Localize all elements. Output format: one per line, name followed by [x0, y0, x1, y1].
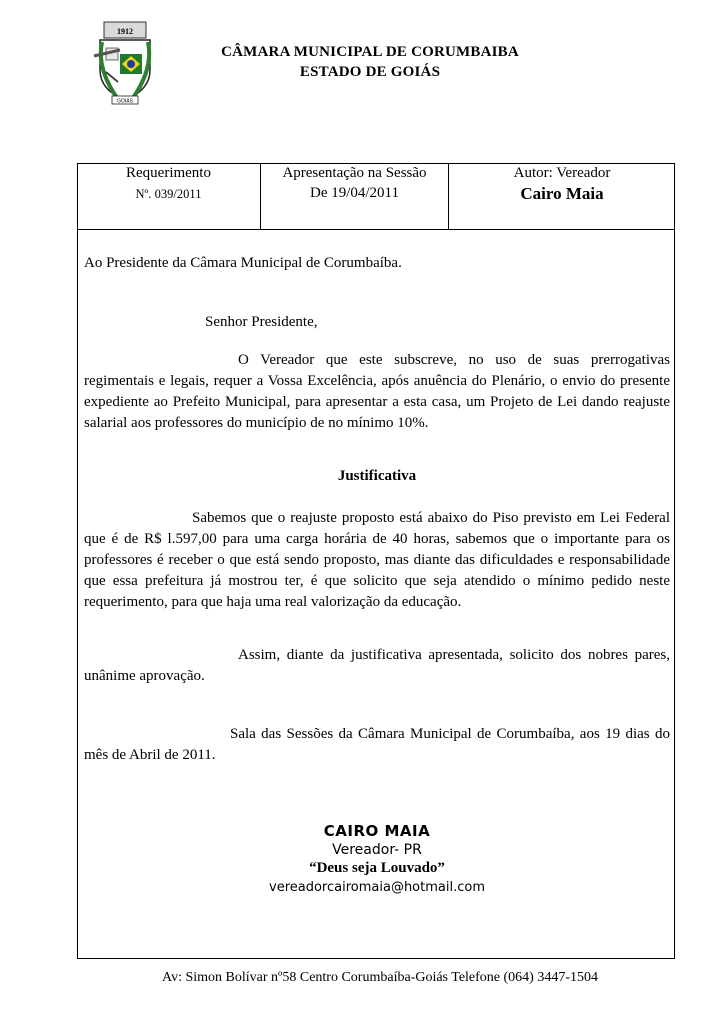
paragraph-approval-text: Assim, diante da justificativa apresentada, solicito dos nobres pares, unânime aprovação.	[84, 647, 670, 684]
session-cell	[261, 163, 449, 229]
justification-title: Justificativa	[337, 468, 417, 484]
signer-email: vereadorcairomaia@hotmail.com	[269, 880, 485, 895]
author-label: Autor: Vereador	[513, 165, 611, 181]
footer-address: Av: Simon Bolívar nº58 Centro Corumbaíba-Goiás Telefone (064) 3447-1504	[162, 970, 598, 985]
paragraph-request-text: O Vereador que este subscreve, no uso de suas prerrogativas regimentais e legais, requer a Vossa Excelência, após anuência do Plenário, o envio do presente expediente ao Prefeito Municipal, para apresentar a esta casa, um Projeto de Lei dando reajuste salarial aos professores do município de no mínimo 10%.	[84, 352, 670, 431]
signer-name: CAIRO MAIA	[323, 822, 431, 840]
addressee: Ao Presidente da Câmara Municipal de Corumbaíba.	[84, 255, 402, 271]
doc-number: Nº. 039/2011	[135, 187, 202, 201]
crest-label: GOIÁS	[117, 98, 133, 105]
paragraph-justification-text: Sabemos que o reajuste proposto está abaixo do Piso previsto em Lei Federal que é de R$ l.597,00 para uma carga horária de 40 horas, sabemos que o importante para os professores é receber o que está sendo proposto, mas diante das dificuldades e responsabilidade que essa prefeitura já mostrou ter, é que solicito que seja atendido o mínimo pedido neste requerimento, para que haja uma real valorização da educação.	[84, 510, 670, 610]
doc-type: Requerimento	[126, 165, 211, 181]
chamber-name: CÂMARA MUNICIPAL DE CORUMBAIBA	[221, 44, 519, 60]
municipal-crest-logo	[90, 20, 160, 108]
doc-type-cell	[77, 163, 261, 229]
paragraph-closing-text: Sala das Sessões da Câmara Municipal de Corumbaíba, aos 19 dias do mês de Abril de 2011.	[84, 726, 670, 763]
paragraph-justification	[84, 508, 670, 613]
author-cell	[449, 163, 675, 229]
paragraph-approval	[84, 645, 670, 687]
author-name: Cairo Maia	[520, 184, 604, 203]
paragraph-request	[84, 350, 670, 434]
signer-role: Vereador- PR	[332, 842, 422, 858]
state-name: ESTADO DE GOIÁS	[299, 64, 441, 80]
session-date: De 19/04/2011	[309, 185, 400, 201]
info-table	[77, 163, 675, 230]
session-label: Apresentação na Sessão	[282, 165, 427, 181]
crest-year: 1912	[117, 27, 133, 36]
paragraph-closing	[84, 724, 670, 766]
signer-motto: “Deus seja Louvado”	[309, 860, 445, 876]
salutation: Senhor Presidente,	[205, 314, 318, 330]
